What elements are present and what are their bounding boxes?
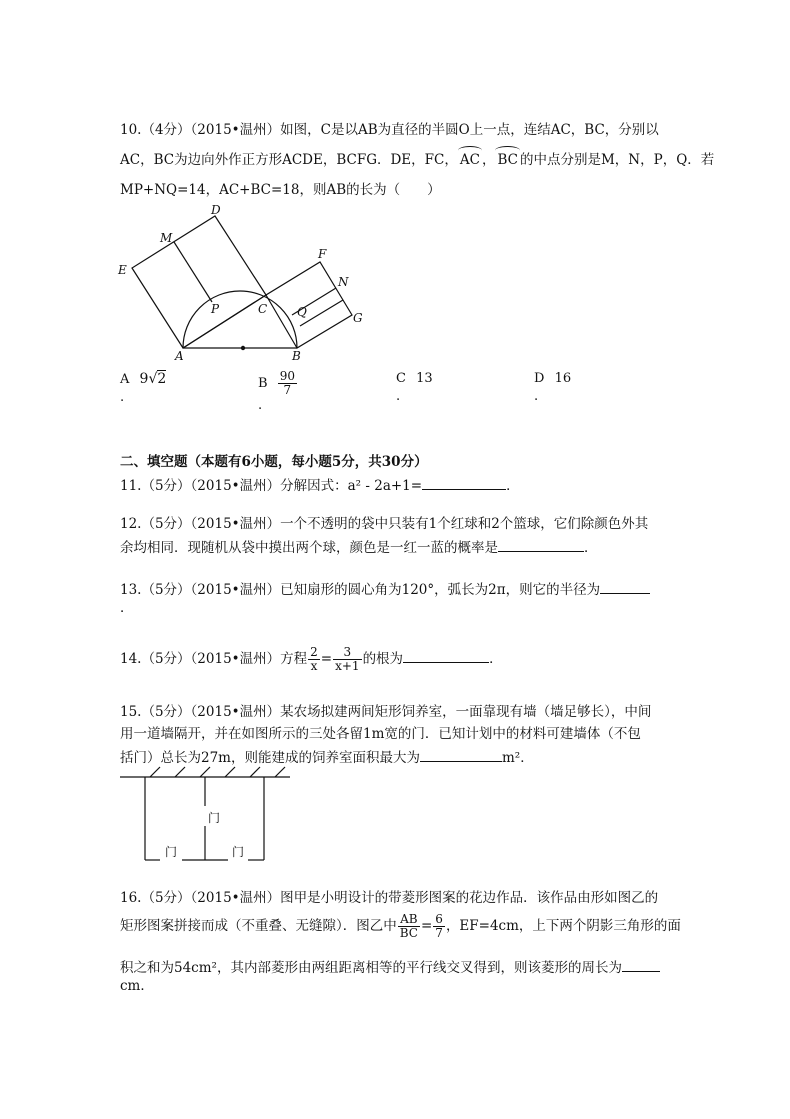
arc-bc: BC [497,152,518,168]
wall-hatching [150,767,285,777]
q14 [120,646,503,673]
option-a-dot: . [120,390,125,405]
option-b-letter: B [258,376,268,391]
option-c-dot: . [396,389,401,404]
q15-line2: 用一道墙隔开，并在如图所示的三处各留1m宽的门．已知计划中的材料可建墙体（不包 [120,726,641,742]
label-q: Q [297,305,307,319]
q16-eq: = [420,918,433,934]
q11-text: 11.（5分）（2015•温州）分解因式：a² - 2a+1= [120,478,423,494]
q12-line2-text: 余均相同．现随机从袋中摸出两个球，颜色是一红一蓝的概率是 [120,540,498,556]
q15-unit: m²． [501,750,534,766]
label-c: C [258,302,268,316]
option-b-fraction [278,370,297,397]
option-a-coefficient: 9 [139,371,149,387]
q13-text: 13.（5分）（2015•温州）已知扇形的圆心角为120°，弧长为2π，则它的半径为 [120,582,601,598]
q13-line2: ． [120,600,134,616]
q16-frac1-num: AB [398,913,420,927]
q15-line3-text: 括门）总长为27m，则能建成的饲养室面积最大为 [120,750,420,766]
q10-sep: ， [481,152,496,168]
label-e: E [118,263,127,277]
q16-answer-blank[interactable] [622,956,660,972]
q14-frac2-den: x+1 [335,659,360,673]
q13-line1 [120,578,650,600]
label-n: N [338,275,349,289]
q10-line1: 10.（4分）（2015•温州）如图，C是以AB为直径的半圆O上一点，连结AC，BC，分别以 [120,122,659,138]
q14-frac2-num: 3 [333,646,361,660]
q12-line1: 12.（5分）（2015•温州）一个不透明的袋中只装有1个红球和2个篮球，它们除颜色外其 [120,516,649,532]
q13-answer-blank[interactable] [600,578,650,594]
q14-answer-blank[interactable] [403,647,489,663]
label-b: B [292,349,301,363]
q16-line2-text-a: 矩形图案拼接而成（不重叠、无缝隙）．图乙中 [120,918,397,934]
q16-line2 [120,912,681,940]
label-f: F [318,247,327,261]
option-b-den: 7 [283,383,292,397]
q16-frac2-num: 6 [435,912,443,926]
q16-frac1-den: BC [399,926,418,940]
q14-frac1 [308,646,320,673]
door-label-left: 门 [165,845,178,859]
q16-frac2 [433,913,445,940]
arc-ac: AC [459,152,480,168]
option-b-dot: . [258,398,263,413]
q10-figure [110,200,370,365]
q14-frac1-num: 2 [310,645,318,659]
q10-line3: MP+NQ=14，AC+BC=18，则AB的长为（ ） [120,182,441,198]
option-c-value: 13 [416,371,433,386]
option-a-value [140,371,167,387]
q11 [120,474,520,496]
q14-frac1-den: x [310,659,318,673]
label-m: M [160,231,173,245]
option-d-dot: . [534,389,539,404]
q12-answer-blank[interactable] [498,536,584,552]
option-a-letter: A [120,372,130,387]
door-label-middle: 门 [208,811,221,825]
center-point-o [241,346,245,350]
q16-line3-text: 积之和为54cm²，其内部菱形由两组距离相等的平行线交叉得到，则该菱形的周长为 [120,960,622,976]
sqrt-icon: √ [148,371,158,387]
q14-prefix: 14.（5分）（2015•温州）方程 [120,651,308,667]
q16-line3 [120,956,660,978]
q11-answer-blank[interactable] [422,474,506,490]
q15-answer-blank[interactable] [420,746,502,762]
door-label-right: 门 [232,845,245,859]
q14-suffix: 的根为 [362,651,404,667]
q15-line1: 15.（5分）（2015•温州）某农场拟建两间矩形饲养室，一面靠现有墙（墙足够长），中间 [120,704,652,720]
q14-eq: = [320,651,333,667]
q16-frac2-den: 7 [435,926,443,940]
option-a[interactable] [120,370,166,407]
option-c[interactable] [396,370,433,406]
option-c-letter: C [396,371,406,386]
q16-line4: cm． [120,978,154,994]
q12-line2 [120,536,598,558]
q10-line2-text-a: AC，BC为边向外作正方形ACDE，BCFG．DE，FC， [120,152,458,168]
option-d-letter: D [534,371,545,386]
q12-end: ． [584,540,598,556]
q14-frac2 [333,646,361,673]
q11-end: ． [506,478,520,494]
segment-mp [174,242,212,302]
option-d-value: 16 [554,371,572,386]
label-a: A [175,349,184,363]
option-b-num: 90 [279,369,295,383]
label-d: D [211,203,221,217]
q16-line1: 16.（5分）（2015•温州）图甲是小明设计的带菱形图案的花边作品．该作品由形如图乙的 [120,890,659,906]
q16-line2-text-b: ，EF=4cm，上下两个阴影三角形的面 [445,918,681,934]
option-d[interactable] [534,370,571,406]
label-g: G [353,311,363,325]
q16-frac1 [398,913,420,940]
label-p: P [211,302,220,316]
q10-line2-text-b: 的中点分别是M，N，P，Q．若 [519,152,715,168]
option-b[interactable] [258,370,298,415]
q10-line2 [120,150,714,170]
chord-ac [183,295,266,348]
option-a-radicand: 2 [157,371,167,387]
q15-figure [118,764,294,864]
section-title: 二、填空题（本题有6小题，每小题5分，共30分） [120,454,428,470]
q14-end: ． [489,651,503,667]
